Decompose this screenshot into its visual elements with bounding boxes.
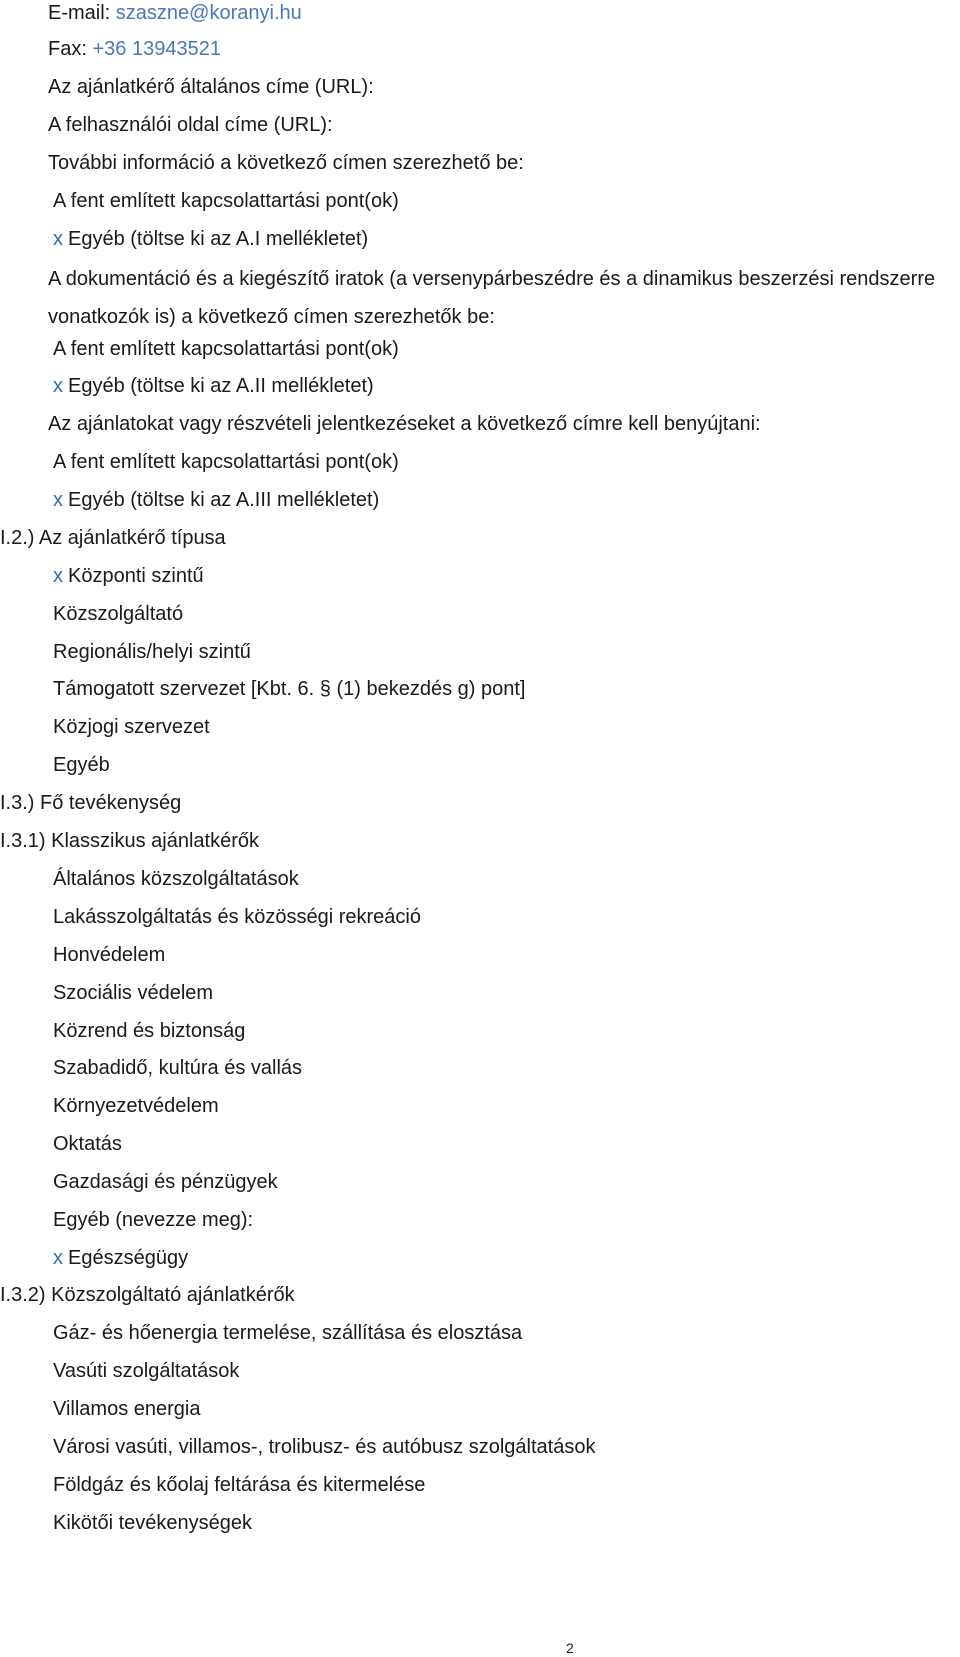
docs-option-other — [53, 374, 374, 398]
submit-option-contact-points: A fent említett kapcsolattartási pont(ok) — [53, 451, 399, 473]
i31-option: Egyéb (nevezze meg): — [53, 1209, 254, 1231]
submit-option-other — [53, 488, 379, 512]
option-label: Egészségügy — [68, 1247, 189, 1269]
i32-option: Városi vasúti, villamos-, trolibusz- és autóbusz szolgáltatások — [53, 1436, 596, 1458]
option-label: Egyéb (töltse ki az A.II mellékletet) — [68, 375, 374, 397]
section-i2-heading: I.2.) Az ajánlatkérő típusa — [0, 527, 226, 549]
fax-value: +36 13943521 — [92, 38, 221, 60]
i31-option: Általános közszolgáltatások — [53, 868, 299, 890]
email-label: E-mail: — [48, 2, 111, 24]
fax-label: Fax: — [48, 38, 87, 60]
i31-option: Oktatás — [53, 1133, 122, 1155]
i2-option: Közszolgáltató — [53, 603, 184, 625]
i2-option — [53, 564, 204, 588]
info-option-contact-points: A fent említett kapcsolattartási pont(ok) — [53, 190, 399, 212]
checked-mark: x — [53, 489, 63, 511]
page-number: 2 — [566, 1640, 574, 1656]
i31-option — [53, 1246, 188, 1270]
option-label: Egyéb (töltse ki az A.I mellékletet) — [68, 228, 369, 250]
i32-option: Kikötői tevékenységek — [53, 1512, 253, 1534]
docs-option-contact-points: A fent említett kapcsolattartási pont(ok) — [53, 338, 399, 360]
i32-option: Vasúti szolgáltatások — [53, 1360, 240, 1382]
checked-mark: x — [53, 565, 63, 587]
i32-option: Földgáz és kőolaj feltárása és kitermelése — [53, 1474, 426, 1496]
section-i31-heading: I.3.1) Klasszikus ajánlatkérők — [0, 830, 260, 852]
section-i3-heading: I.3.) Fő tevékenység — [0, 792, 182, 814]
i31-option: Szabadidő, kultúra és vallás — [53, 1057, 303, 1079]
fax-line — [48, 37, 221, 61]
section-i32-heading: I.3.2) Közszolgáltató ajánlatkérők — [0, 1284, 295, 1306]
i2-option: Regionális/helyi szintű — [53, 641, 251, 663]
i32-option: Villamos energia — [53, 1398, 201, 1420]
i31-option: Honvédelem — [53, 944, 166, 966]
checked-mark: x — [53, 228, 63, 250]
info-option-other — [53, 227, 368, 251]
i31-option: Lakásszolgáltatás és közösségi rekreáció — [53, 906, 421, 928]
info-heading: További információ a következő címen szerezhető be: — [48, 152, 524, 174]
option-label: Központi szintű — [68, 565, 204, 587]
i31-option: Szociális védelem — [53, 982, 214, 1004]
i31-option: Gazdasági és pénzügyek — [53, 1171, 278, 1193]
checked-mark: x — [53, 1247, 63, 1269]
email-line — [48, 1, 302, 25]
i31-option: Közrend és biztonság — [53, 1020, 246, 1042]
i2-option: Egyéb — [53, 754, 110, 776]
submit-heading: Az ajánlatokat vagy részvételi jelentkezéseket a következő címre kell benyújtani: — [48, 413, 761, 435]
option-label: Egyéb (töltse ki az A.III mellékletet) — [68, 489, 380, 511]
checked-mark: x — [53, 375, 63, 397]
i2-option: Támogatott szervezet [Kbt. 6. § (1) bekezdés g) pont] — [53, 678, 526, 700]
i32-option: Gáz- és hőenergia termelése, szállítása és elosztása — [53, 1322, 523, 1344]
i2-option: Közjogi szervezet — [53, 716, 210, 738]
i31-option: Környezetvédelem — [53, 1095, 219, 1117]
general-url-label: Az ajánlatkérő általános címe (URL): — [48, 76, 374, 98]
buyer-profile-url-label: A felhasználói oldal címe (URL): — [48, 114, 333, 136]
email-link[interactable]: szaszne@koranyi.hu — [115, 2, 302, 24]
docs-heading: A dokumentáció és a kiegészítő iratok (a versenypárbeszédre és a dinamikus beszerzési rendszerre vonatkozók is) a következő címen szerezhetők be: — [48, 268, 936, 328]
